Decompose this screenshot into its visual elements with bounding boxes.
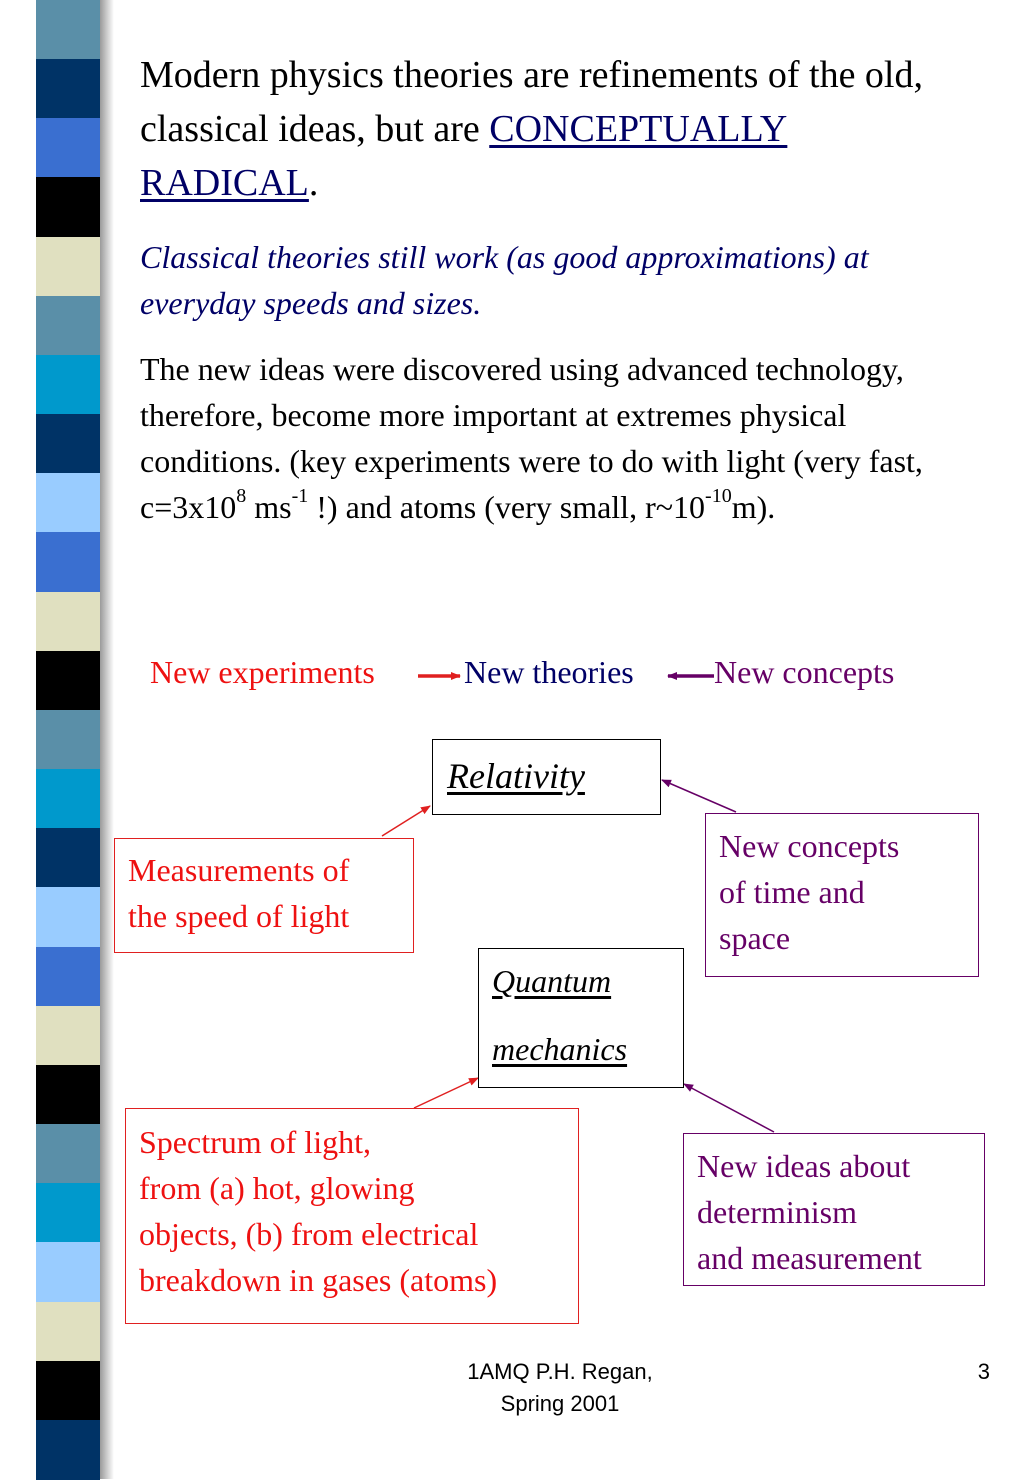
- body-part-3: !) and atoms (very small, r~10: [308, 489, 706, 525]
- arrow-light-to-relativity: [382, 806, 430, 836]
- footer: [430, 1356, 690, 1420]
- body-part-2: ms: [246, 489, 292, 525]
- relativity-title: Relativity: [447, 756, 585, 796]
- heading-emphasis: CONCEPTUALLY RADICAL: [140, 108, 788, 204]
- speed-line-1: Measurements of: [128, 852, 350, 888]
- determinism-line-2: determinism: [697, 1194, 857, 1230]
- time-space-box: [705, 813, 979, 977]
- arrow-spectrum-to-quantum: [414, 1078, 478, 1108]
- flow-experiments: New experiments: [150, 654, 375, 690]
- arrow-time-to-relativity: [662, 780, 736, 812]
- heading-end: .: [308, 162, 319, 204]
- body-sup-2: -1: [291, 485, 309, 508]
- flow-theories: New theories: [464, 654, 634, 690]
- spectrum-line-3: objects, (b) from electrical: [139, 1216, 479, 1252]
- footer-line-2: Spring 2001: [500, 1391, 620, 1416]
- relativity-box: [432, 739, 661, 815]
- page-number: 3: [977, 1359, 990, 1384]
- time-line-3: space: [719, 920, 791, 956]
- quantum-title-1: Quantum: [492, 963, 612, 999]
- arrow-determinism-to-quantum: [684, 1084, 774, 1132]
- footer-line-1: 1AMQ P.H. Regan,: [467, 1359, 653, 1384]
- determinism-box: [683, 1133, 985, 1286]
- body-part-1: The new ideas were discovered using advanced technology, therefore, become more important at extremes physical conditions. (key experiments were to do with light (very fast, c=3x10: [140, 351, 923, 525]
- determinism-line-1: New ideas about: [697, 1148, 911, 1184]
- quantum-title-2: mechanics: [492, 1031, 628, 1067]
- time-line-2: of time and: [719, 874, 865, 910]
- time-line-1: New concepts: [719, 828, 900, 864]
- spectrum-line-4: breakdown in gases (atoms): [139, 1262, 498, 1298]
- spectrum-line-2: from (a) hot, glowing: [139, 1170, 415, 1206]
- heading-text: Modern physics theories are refinements of the old, classical ideas, but are: [140, 54, 923, 150]
- spectrum-line-1: Spectrum of light,: [139, 1124, 371, 1160]
- spectrum-box: [125, 1108, 579, 1324]
- body-part-4: m).: [731, 489, 776, 525]
- body-sup-1: 8: [236, 485, 247, 508]
- speed-line-2: the speed of light: [128, 898, 350, 934]
- determinism-line-3: and measurement: [697, 1240, 922, 1276]
- quantum-box: [478, 948, 684, 1088]
- body-sup-3: -10: [705, 485, 732, 508]
- classical-note: Classical theories still work (as good approximations) at everyday speeds and sizes.: [140, 239, 869, 321]
- flow-concepts: New concepts: [714, 654, 895, 690]
- speed-of-light-box: [114, 838, 414, 953]
